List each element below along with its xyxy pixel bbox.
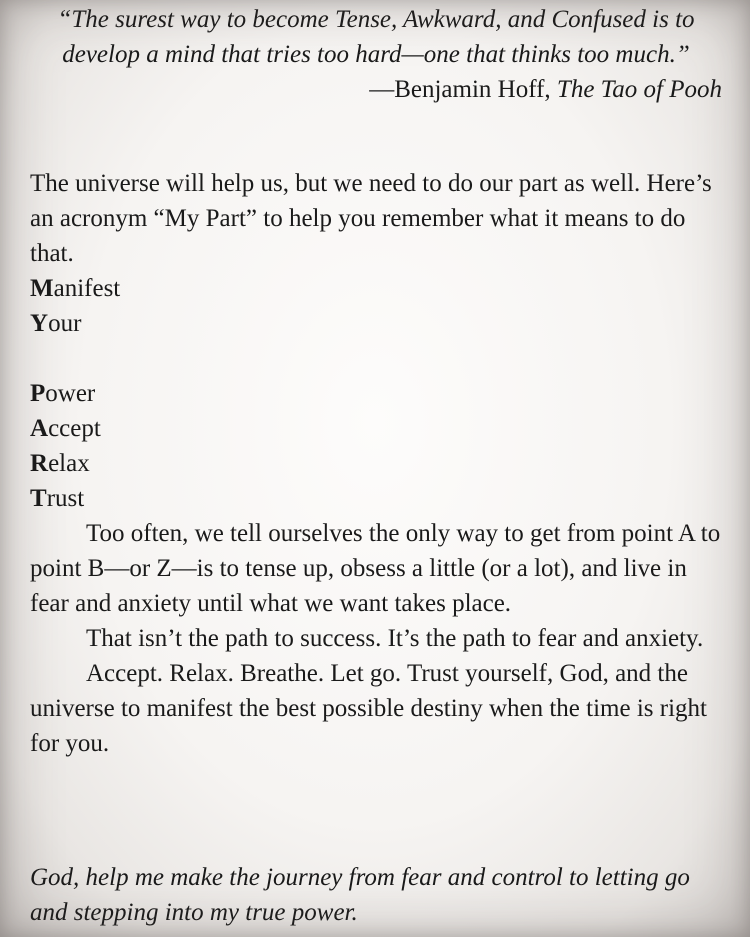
epigraph [30,2,722,107]
acronym-spacer [30,341,726,376]
acronym-line-your [30,306,726,341]
epigraph-quote: “The surest way to become Tense, Awkward, and Confused is to develop a mind that tries too hard—one that thinks too much.” [57,6,695,68]
main-text [30,166,726,761]
acronym-line-accept [30,411,726,446]
acronym-rest: rust [46,485,85,512]
attribution-book-title: The Tao of Pooh [556,76,722,103]
acronym-initial: R [30,450,49,477]
body-paragraph: That isn’t the path to success. It’s the path to fear and anxiety. [86,625,704,652]
acronym-rest: anifest [53,275,121,302]
acronym-initial: M [30,275,54,302]
acronym-line-power [30,376,726,411]
acronym-initial: Y [30,310,49,337]
body-paragraph: Accept. Relax. Breathe. Let go. Trust yourself, God, and the universe to manifest the best possible destiny when the time is right for you. [30,660,707,757]
acronym-rest: ower [45,380,96,407]
acronym-initial: P [30,380,46,407]
acronym-rest: ccept [48,415,101,442]
epigraph-attribution [30,72,722,107]
intro-paragraph: The universe will help us, but we need to do our part as well. Here’s an acronym “My Part” to help you remember what it means to do that. [30,170,712,267]
acronym-line-relax [30,446,726,481]
acronym-line-manifest [30,271,726,306]
acronym-rest: our [48,310,82,337]
attribution-author: —Benjamin Hoff, [369,76,557,103]
closing-prayer: God, help me make the journey from fear and control to letting go and stepping into my true power. [30,864,690,926]
body-paragraph: Too often, we tell ourselves the only way to get from point A to point B—or Z—is to tense up, obsess a little (or a lot), and live in fear and anxiety until what we want takes place. [30,520,721,617]
acronym-rest: elax [48,450,90,477]
acronym-initial: T [30,485,47,512]
acronym-line-trust [30,481,726,516]
acronym-initial: A [30,415,49,442]
